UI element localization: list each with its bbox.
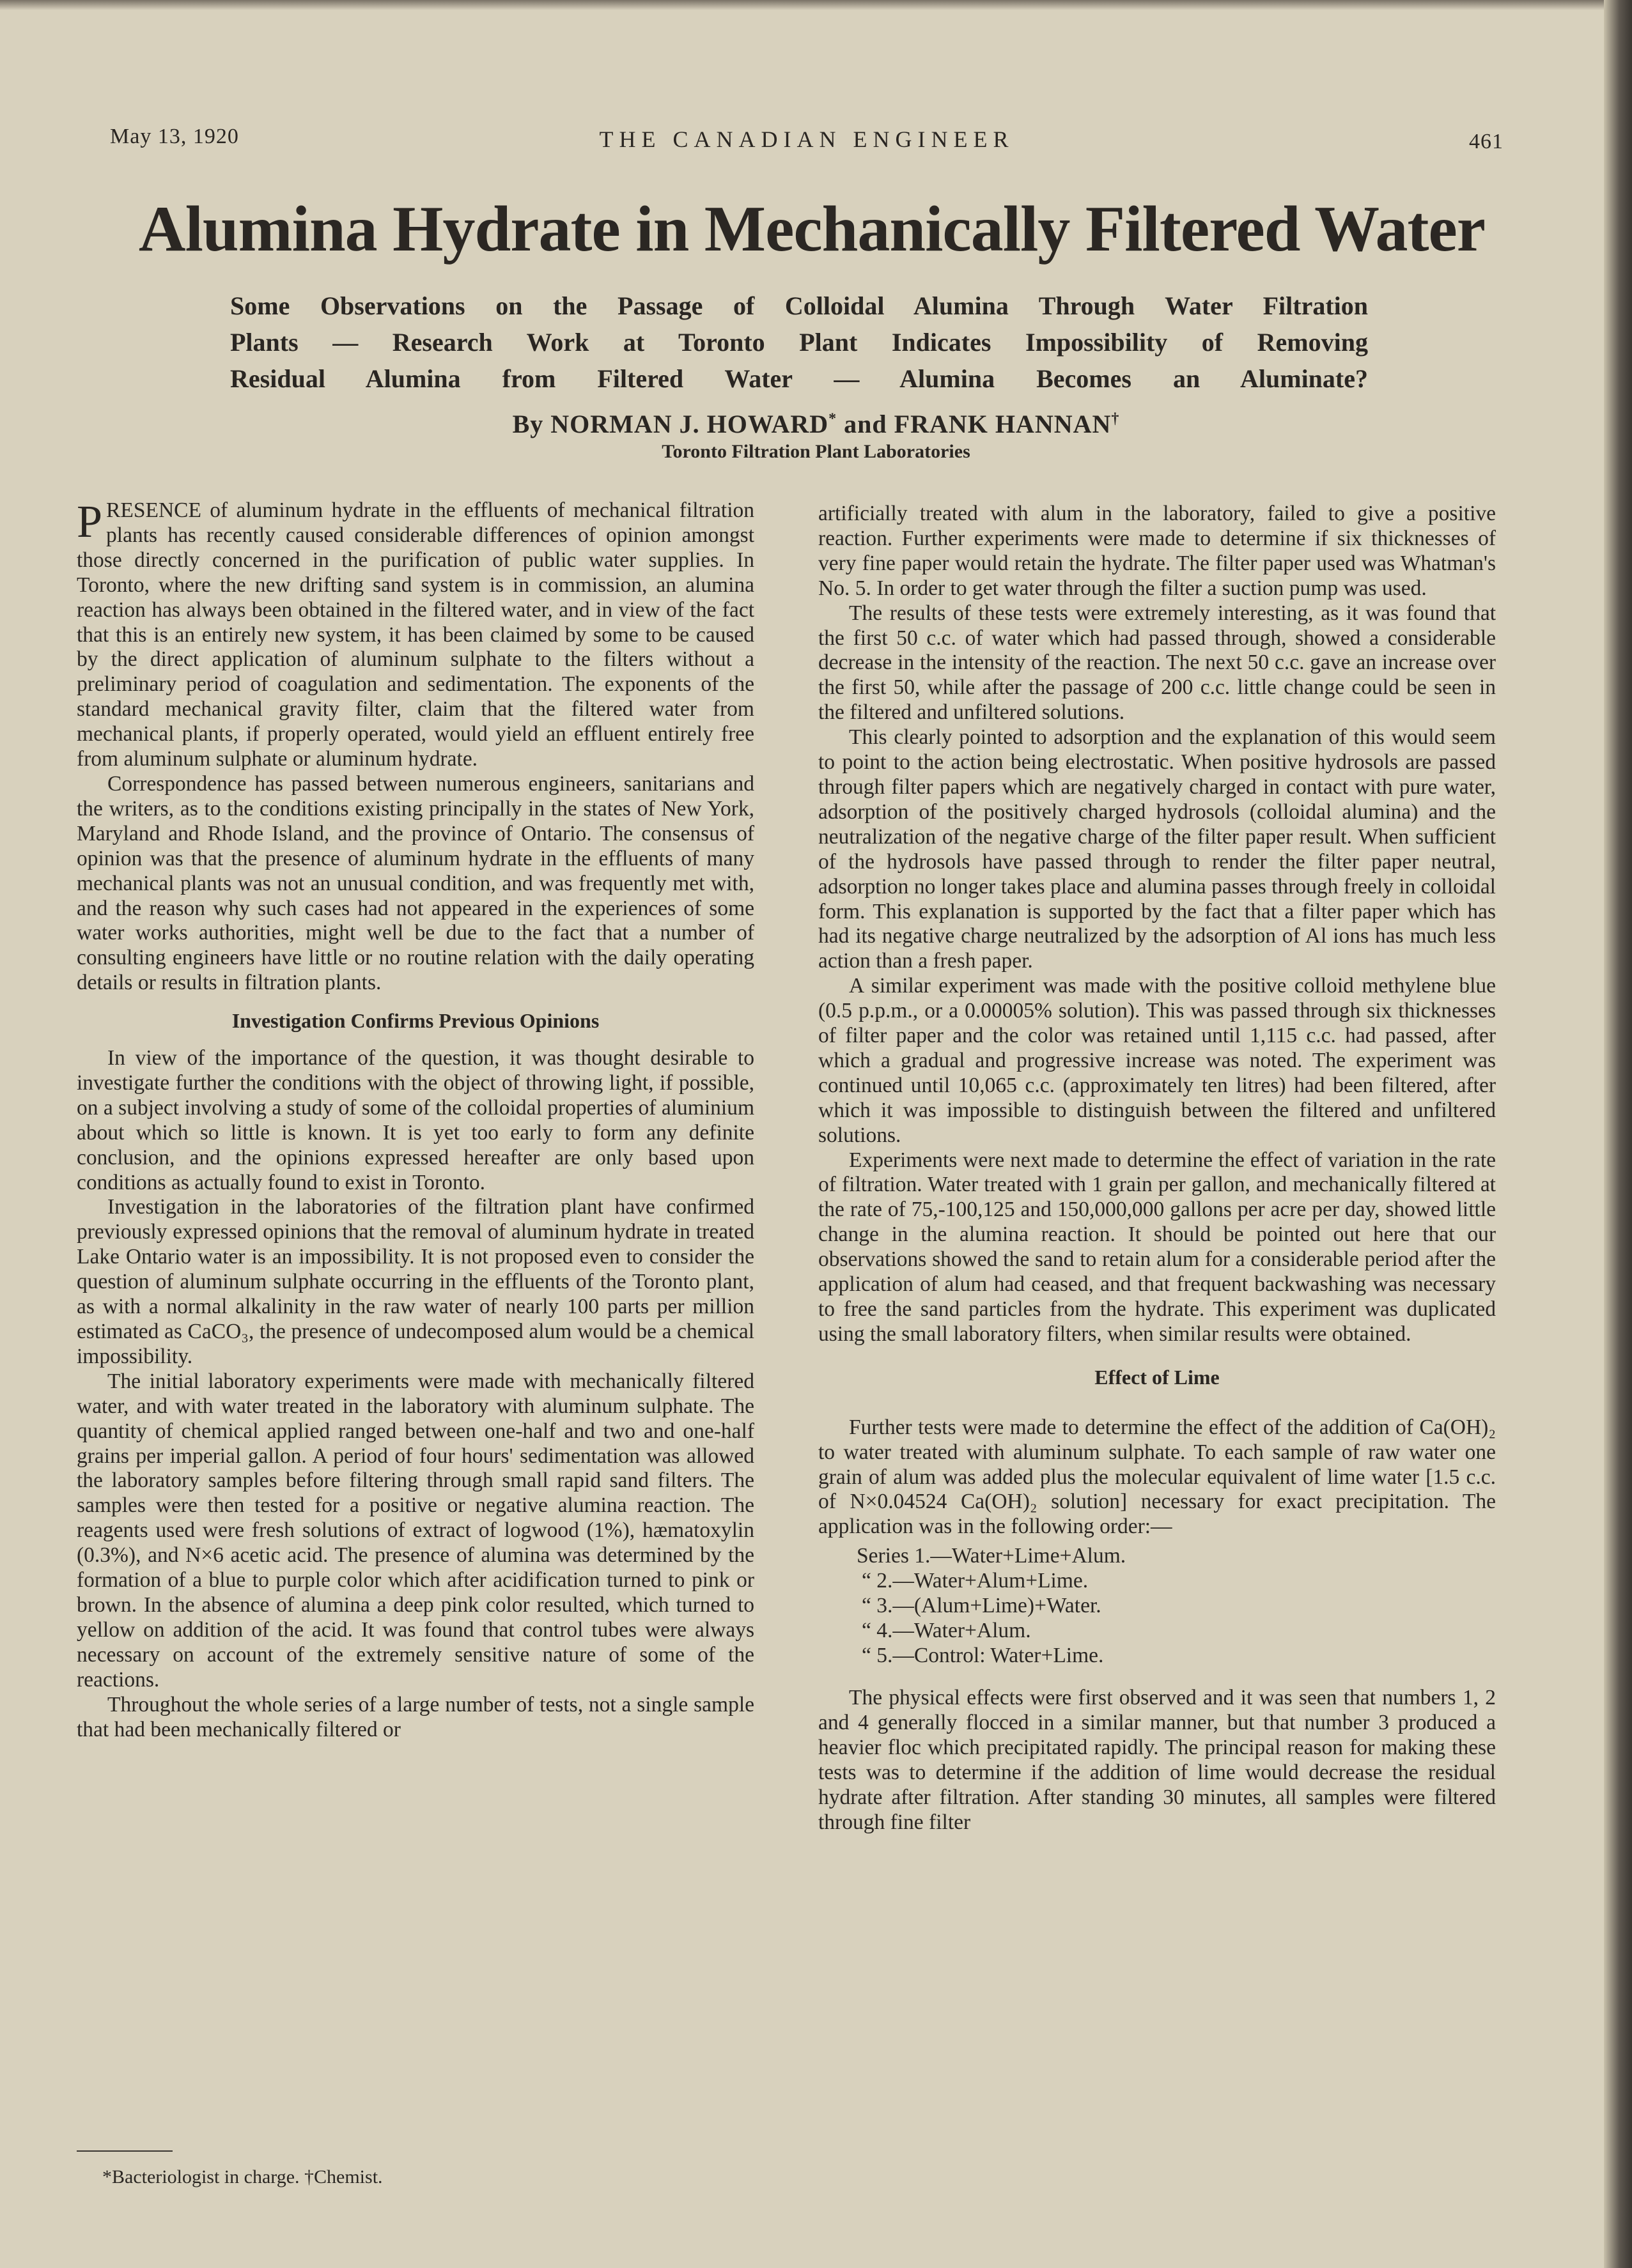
page-top-shadow xyxy=(0,0,1632,10)
series-item: “ 3.—(Alum+Lime)+Water. xyxy=(862,1594,1101,1618)
section-heading: Investigation Confirms Previous Opinions xyxy=(231,1009,600,1033)
journal-name: THE CANADIAN ENGINEER xyxy=(599,127,1014,152)
subtitle-line: Residual Alumina from Filtered Water — Alumina Becomes an Aluminate? xyxy=(230,364,1368,393)
paragraph: Further tests were made to determine the effect of the addition of Ca(OH)₂ to water treated with aluminum sulphate. To each sample of raw water one grain of alum was added plus the molecular equivalent of lime water [1.5 c.c. of N×0.04524 Ca(OH)₂ solution] necessary for exact precipitation. The application was in the following order:— xyxy=(818,1415,1496,1539)
paragraph: This clearly pointed to adsorption and the explanation of this would seem to point to the action being electrostatic. When positive hydrosols are passed through filter papers which are negatively charged in contact with pure water, adsorption of the positively charged hydrosols (colloidal alumina) and the neutralization of the negative charge of the filter paper result. When sufficient of the hydrosols have passed through to render the filter paper neutral, adsorption no longer takes place and alumina passes through freely in colloidal form. This explanation is supported by the fact that a filter paper which has had its negative charge neutralized by the adsorption of Al ions has much less action than a fresh paper. xyxy=(818,725,1496,973)
running-head xyxy=(110,125,1504,157)
paragraph: artificially treated with alum in the laboratory, failed to give a positive reaction. Further experiments were made to determine if six thicknesses of very fine paper would retain the hydrate. The filter paper used was Whatman's No. 5. In order to get water through the filter a suction pump was used. xyxy=(818,502,1496,600)
article-subtitle xyxy=(230,288,1368,397)
paragraph: The physical effects were first observed and it was seen that numbers 1, 2 and 4 generally flocced in a similar manner, but that number 3 produced a heavier floc which precipitated rapidly. The principal reason for making these tests was to determine if the addition of lime would decrease the residual hydrate after filtration. After standing 30 minutes, all samples were filtered through fine filter xyxy=(818,1686,1496,1834)
series-item: “ 4.—Water+Alum. xyxy=(862,1619,1031,1643)
paragraph: Investigation in the laboratories of the filtration plant have confirmed previously expressed opinions that the removal of aluminum hydrate in treated Lake Ontario water is an impossibility. It is not proposed even to consider the question of aluminum sulphate occurring in the effluents of the Toronto plant, as with a normal alkalinity in the raw water of nearly 100 parts per million estimated as CaCO₃, the presence of undecomposed alum would be a chemical impossibility. xyxy=(77,1195,754,1368)
paragraph: In view of the importance of the question, it was thought desirable to investigate further the conditions with the object of throwing light, if possible, on a subject involving a study of some of the colloidal properties of aluminium about which so little is known. It is yet too early to form any definite conclusion, and the opinions expressed hereafter are only based upon conditions as actually found to exist in Toronto. xyxy=(77,1046,754,1194)
footnote-rule xyxy=(77,2150,173,2152)
author-hannan: FRANK HANNAN xyxy=(894,410,1112,438)
paragraph: Throughout the whole series of a large number of tests, not a single sample that had been mechanically filtered or xyxy=(77,1692,754,1741)
footnote: *Bacteriologist in charge. †Chemist. xyxy=(102,2166,383,2187)
author-mark: * xyxy=(828,410,837,428)
subtitle-line: Some Observations on the Passage of Colloidal Alumina Through Water Filtration xyxy=(230,291,1368,320)
issue-date: May 13, 1920 xyxy=(110,125,239,148)
paragraph: The results of these tests were extremely interesting, as it was found that the first 50 c.c. of water which had passed through, showed a considerable decrease in the intensity of the reaction. The next 50 c.c. gave an increase over the first 50, while after the passage of 200 c.c. little change could be seen in the filtered and unfiltered solutions. xyxy=(818,601,1496,725)
left-column xyxy=(77,498,754,1742)
section-heading: Effect of Lime xyxy=(1094,1365,1220,1389)
paragraph: Correspondence has passed between numerous engineers, sanitarians and the writers, as to the conditions existing principally in the states of New York, Maryland and Rhode Island, and the province of Ontario. The consensus of opinion was that the presence of aluminum hydrate in the effluents of many mechanical plants was not an unusual condition, and was frequently met with, and the reason why such cases had not appeared in the experiences of some water works authorities, might well be due to the fact that a number of consulting engineers have little or no routine relation with the daily operating details or results in filtration plants. xyxy=(77,771,754,995)
byline-prefix: By xyxy=(512,410,544,438)
paragraph: The initial laboratory experiments were made with mechanically filtered water, and with water treated in the laboratory with aluminum sulphate. The quantity of chemical applied ranged between one-half and two and one-half grains per imperial gallon. A period of four hours' sedimentation was allowed the laboratory samples before filtering through small rapid sand filters. The samples were then tested for a positive or negative alumina reaction. The reagents used were fresh solutions of extract of logwood (1%), hæmatoxylin (0.3%), and N×6 acetic acid. The presence of alumina was determined by the formation of a blue to purple color which after acidification turned to pink or brown. In the absence of alumina a deep pink color resulted, which turned to yellow on addition of the acid. It was found that control tubes were always necessary on account of the extremely sensitive nature of some of the reactions. xyxy=(77,1369,754,1692)
author-howard: NORMAN J. HOWARD xyxy=(550,410,829,438)
article-title: Alumina Hydrate in Mechanically Filtered Water xyxy=(138,193,1486,265)
author-mark: † xyxy=(1111,410,1120,428)
series-item: “ 2.—Water+Alum+Lime. xyxy=(862,1569,1089,1593)
series-list xyxy=(857,1543,1496,1668)
binding-edge xyxy=(1604,0,1632,2268)
paragraph: A similar experiment was made with the positive colloid methylene blue (0.5 p.p.m., or a 0.00005% solution). This was passed through six thicknesses of filter paper and the color was retained until 1,115 c.c. had passed, after which a gradual and progressive increase was noted. The experiment was continued until 10,065 c.c. (approximately ten litres) had been filtered, after which it was impossible to distinguish between the filtered and unfiltered solutions. xyxy=(818,974,1496,1147)
paragraph: Experiments were next made to determine the effect of variation in the rate of filtration. Water treated with 1 grain per gallon, and mechanically filtered at the rate of 75,-100,125 and 150,000,000 gallons per acre per day, showed little change in the alumina reaction. It should be pointed out here that our observations showed the sand to retain alum for a considerable period after the application of alum had ceased, and that frequent backwashing was necessary to free the sand particles from the hydrate. This experiment was duplicated using the small laboratory filters, when similar results were obtained. xyxy=(818,1148,1496,1346)
series-item: Series 1.—Water+Lime+Alum. xyxy=(857,1544,1126,1568)
paragraph-text: RESENCE of aluminum hydrate in the effluents of mechanical filtration plants has recently caused considerable differences of opinion amongst those directly concerned in the purification of public water supplies. In Toronto, where the new drifting sand system is in commission, an alumina reaction has always been obtained in the filtered water, and in view of the fact that this is an entirely new system, it has been claimed by some to be caused by the direct application of aluminum sulphate to the filters without a preliminary period of coagulation and sedimentation. The exponents of the standard mechanical gravity filter, claim that the filtered water from mechanical plants, if properly operated, would yield an effluent entirely free from aluminum sulphate or aluminum hydrate. xyxy=(77,498,754,771)
page-number: 461 xyxy=(1469,130,1504,153)
series-item: “ 5.—Control: Water+Lime. xyxy=(862,1644,1104,1668)
byline xyxy=(0,409,1632,439)
subtitle-line: Plants — Research Work at Toronto Plant Indicates Impossibility of Removing xyxy=(230,328,1368,357)
paragraph xyxy=(77,498,754,772)
right-column xyxy=(818,502,1496,1835)
affiliation: Toronto Filtration Plant Laboratories xyxy=(662,441,970,462)
byline-and: and xyxy=(844,410,887,438)
drop-cap: P xyxy=(77,496,103,547)
